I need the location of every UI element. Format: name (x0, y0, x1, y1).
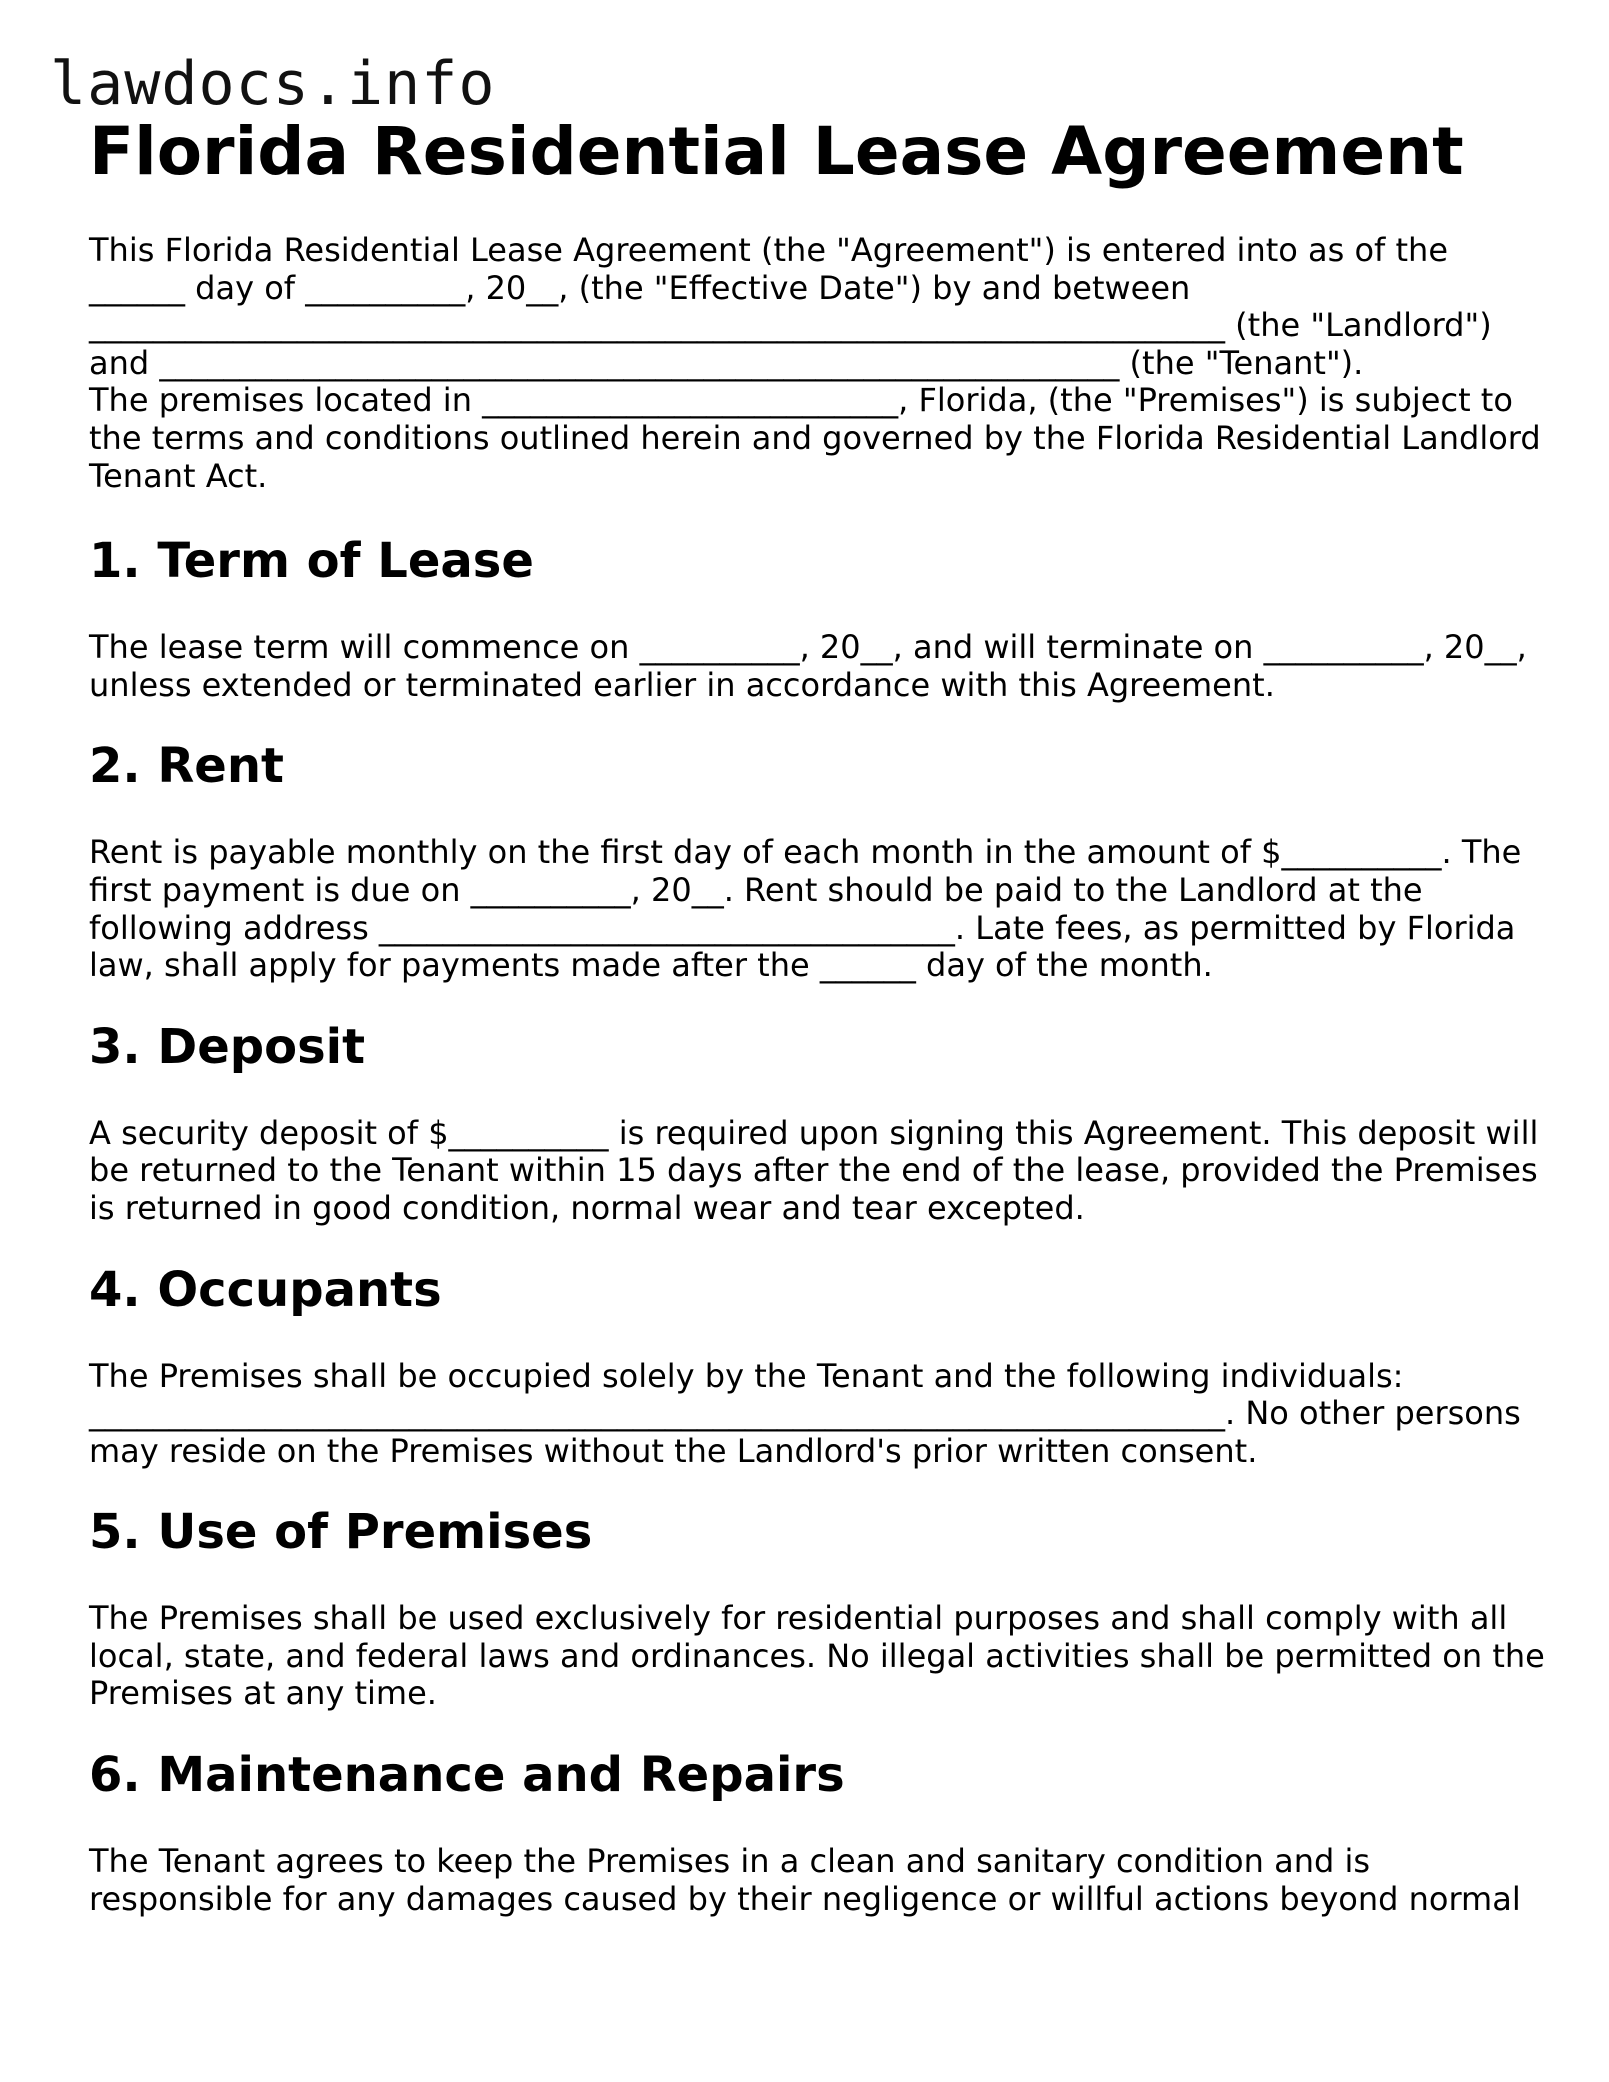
section-heading: 2. Rent (89, 738, 284, 795)
document-title: Florida Residential Lease Agreement (89, 113, 1464, 190)
section-line: is returned in good condition, normal wear and tear excepted. (89, 1188, 1085, 1227)
section-paragraph (89, 1843, 1529, 1918)
section-heading: 4. Occupants (89, 1261, 442, 1318)
section-deposit (89, 1018, 1539, 1228)
section-line: Rent is payable monthly on the first day of each month in the amount of $__________. The (89, 833, 1522, 872)
section-line: first payment is due on __________, 20__. Rent should be paid to the Landlord at the (89, 870, 1423, 909)
intro-line: the terms and conditions outlined herein and governed by the Florida Residential Landlord (89, 418, 1541, 457)
section-line: may reside on the Premises without the Landlord's prior written consent. (89, 1431, 1258, 1470)
document-page (89, 112, 1545, 1918)
section-line: The Tenant agrees to keep the Premises in a clean and sanitary condition and is (89, 1842, 1371, 1881)
section-maintenance-and-repairs (89, 1747, 1529, 1918)
intro-line: Tenant Act. (89, 456, 268, 495)
intro-line: ______ day of __________, 20__, (the "Effective Date") by and between (89, 268, 1191, 307)
section-heading: 6. Maintenance and Repairs (89, 1747, 845, 1804)
section-paragraph (89, 1599, 1545, 1713)
section-line: local, state, and federal laws and ordinances. No illegal activities shall be permitted on the (89, 1636, 1545, 1675)
section-line: responsible for any damages caused by their negligence or willful actions beyond normal (89, 1879, 1521, 1918)
section-line: be returned to the Tenant within 15 days after the end of the lease, provided the Premises (89, 1151, 1538, 1190)
intro-line: This Florida Residential Lease Agreement (the "Agreement") is entered into as of the (89, 231, 1448, 269)
section-line: The Premises shall be occupied solely by the Tenant and the following individuals: (89, 1356, 1404, 1395)
section-line: unless extended or terminated earlier in accordance with this Agreement. (89, 665, 1275, 704)
section-line: following address ____________________________________. Late fees, as permitted by Florida (89, 908, 1516, 947)
section-line: The lease term will commence on __________, 20__, and will terminate on __________, 20__, (89, 628, 1527, 667)
intro-line: The premises located in __________________________, Florida, (the "Premises") is subject to (89, 381, 1513, 420)
section-term-of-lease (89, 533, 1529, 704)
section-line: The Premises shall be used exclusively for residential purposes and shall comply with all (89, 1599, 1508, 1638)
section-heading: 5. Use of Premises (89, 1504, 593, 1561)
section-paragraph (89, 834, 1529, 984)
section-line: Premises at any time. (89, 1674, 437, 1713)
section-heading: 1. Term of Lease (89, 533, 534, 590)
section-paragraph (89, 1358, 1529, 1471)
section-line: law, shall apply for payments made after the ______ day of the month. (89, 946, 1213, 985)
section-heading: 3. Deposit (89, 1018, 366, 1075)
section-use-of-premises (89, 1504, 1545, 1713)
intro-line: and ____________________________________________________________ (the "Tenant"). (89, 343, 1364, 382)
section-occupants (89, 1262, 1529, 1471)
section-paragraph (89, 629, 1529, 704)
section-line: _______________________________________________________________________. No other persons (89, 1394, 1521, 1433)
intro-paragraph (89, 231, 1541, 495)
section-rent (89, 738, 1529, 984)
intro-line: _______________________________________________________________________ (the "Landlord") (89, 306, 1492, 345)
section-line: A security deposit of $__________ is required upon signing this Agreement. This deposit will (89, 1113, 1539, 1152)
section-paragraph (89, 1113, 1539, 1228)
site-watermark: lawdocs.info (50, 49, 496, 119)
